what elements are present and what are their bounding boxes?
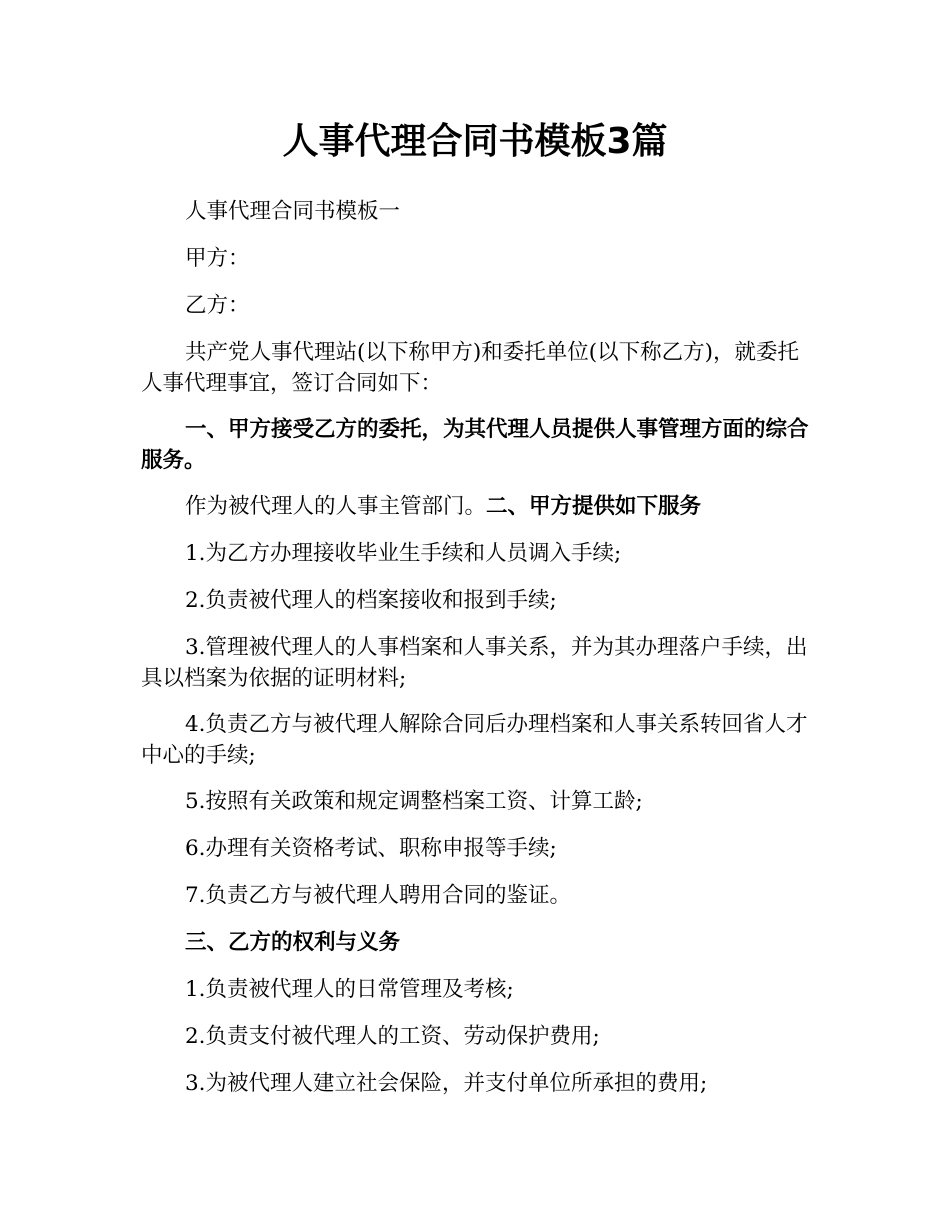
- list-item: 6.办理有关资格考试、职称申报等手续;: [185, 836, 557, 861]
- section-heading-3: 三、乙方的权利与义务: [185, 930, 401, 955]
- list-item: 7.负责乙方与被代理人聘用合同的鉴证。: [185, 883, 572, 908]
- paragraph-service-intro: [141, 491, 809, 522]
- list-item: 2.负责支付被代理人的工资、劳动保护费用;: [185, 1024, 600, 1049]
- list-item: 1.为乙方办理接收毕业生手续和人员调入手续;: [185, 541, 622, 566]
- document-body: [141, 196, 809, 1115]
- document-title: 人事代理合同书模板3篇: [282, 121, 668, 162]
- paragraph-role-text: 作为被代理人的人事主管部门。: [185, 494, 487, 519]
- section-heading-2: 二、甲方提供如下服务: [486, 494, 702, 519]
- list-item: 1.负责被代理人的日常管理及考核;: [185, 977, 514, 1002]
- list-item: 5.按照有关政策和规定调整档案工资、计算工龄;: [185, 789, 643, 814]
- list-item: 2.负责被代理人的档案接收和报到手续;: [185, 588, 557, 613]
- list-item: 4.负责乙方与被代理人解除合同后办理档案和人事关系转回省人才中心的手续;: [141, 712, 808, 768]
- list-item: 3.为被代理人建立社会保险，并支付单位所承担的费用;: [185, 1071, 708, 1096]
- paragraph-party-a: 甲方：: [185, 246, 250, 271]
- paragraph-party-b: 乙方：: [185, 293, 250, 318]
- paragraph-template-heading: 人事代理合同书模板一: [185, 199, 401, 224]
- list-item: 3.管理被代理人的人事档案和人事关系，并为其办理落户手续，出具以档案为依据的证明材料;: [141, 635, 808, 691]
- section-heading-1: 一、甲方接受乙方的委托，为其代理人员提供人事管理方面的综合服务。: [141, 417, 809, 473]
- paragraph-preamble: 共产党人事代理站(以下称甲方)和委托单位(以下称乙方)，就委托人事代理事宜，签订合同如下：: [141, 340, 800, 396]
